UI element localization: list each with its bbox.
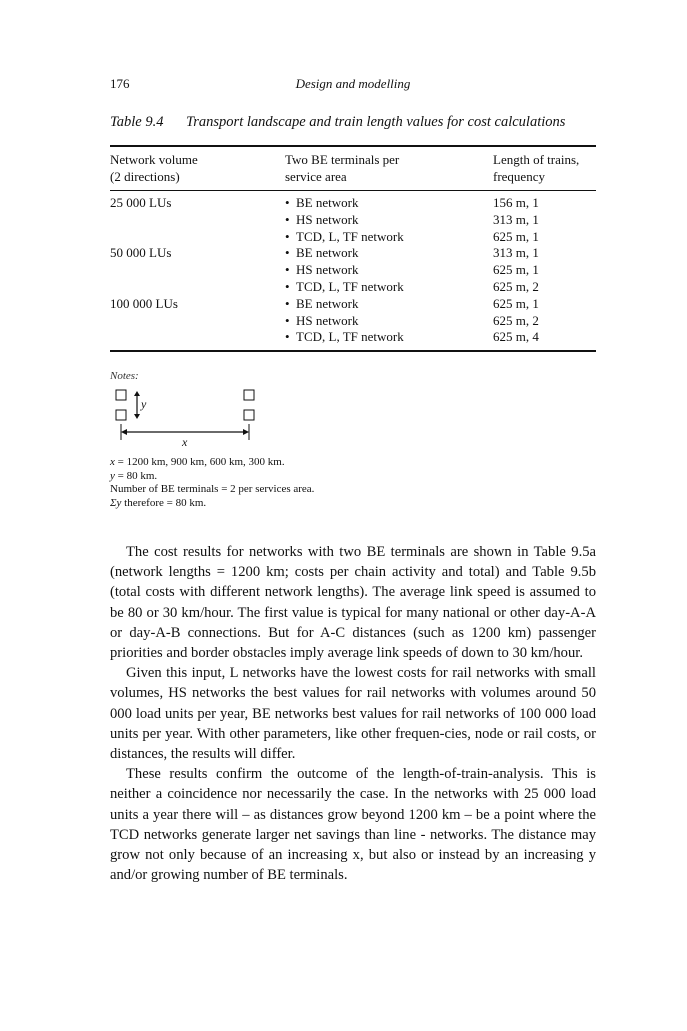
paragraph: Given this input, L networks have the lowest costs for rail networks with small volumes, HS networks the best values for rail networks with volumes around 50 000 load units per year, BE networks best values for rail networks of 100 000 load units per year. With other parameters, like other frequen-cies, node or rail costs, or distances, the results will differ.: [110, 665, 596, 763]
arrow-left-icon: [121, 429, 127, 435]
arrow-down-icon: [134, 414, 140, 419]
table-top-rule: [110, 145, 596, 147]
table-header-rule: [110, 190, 596, 191]
note-line: Σy therefore = 80 km.: [110, 496, 207, 509]
table-cell-length: 313 m, 1 625 m, 1 625 m, 2: [493, 245, 539, 294]
arrow-right-icon: [243, 429, 249, 435]
table-cell-volume: 100 000 LUs: [110, 295, 178, 311]
page-number: 176: [110, 76, 130, 91]
table-header-cell: Two BE terminals per service area: [285, 152, 400, 184]
terminal-box-icon: [244, 390, 254, 400]
table-cell-length: 156 m, 1 313 m, 1 625 m, 1: [493, 195, 539, 244]
notes-label: Notes:: [110, 370, 139, 382]
y-label: y: [141, 397, 147, 411]
arrow-up-icon: [134, 391, 140, 396]
table-caption: [110, 114, 596, 131]
table-header-cell: Length of trains, frequency: [493, 152, 580, 184]
table-caption-text: Transport landscape and train length values for cost calculations: [186, 114, 566, 130]
table-caption-label: Table 9.4: [110, 114, 164, 130]
table-header-cell: Network volume (2 directions): [110, 152, 198, 184]
table-cell-volume: 25 000 LUs: [110, 195, 172, 210]
note-line: x = 1200 km, 900 km, 600 km, 300 km.: [110, 456, 285, 468]
table-bottom-rule: [110, 350, 596, 352]
table-cell-volume: 50 000 LUs: [110, 245, 172, 261]
terminal-distance-diagram: [108, 384, 268, 450]
note-line: Number of BE terminals = 2 per services area.: [110, 483, 315, 495]
note-line: y = 80 km.: [110, 469, 158, 482]
table-cell-network: • BE network • HS network • TCD, L, TF network: [285, 245, 404, 294]
terminal-box-icon: [116, 410, 126, 420]
paragraph: The cost results for networks with two BE terminals are shown in Table 9.5a (network lengths = 1200 km; costs per chain activity and total) and Table 9.5b (total costs with different network lengths). The average link speed is assumed to be 80 or 30 km/hour. The first value is typical for many national or other day-A-A or day-A-B connections. But for A-C distances (such as 1200 km) passenger priorities and border obstacles imply average link speeds of down to 30 km/hour.: [110, 544, 596, 662]
terminal-box-icon: [116, 390, 126, 400]
terminal-box-icon: [244, 410, 254, 420]
running-title: Design and modelling: [295, 76, 411, 91]
running-head: [110, 76, 596, 94]
table-cell-network: • BE network • HS network • TCD, L, TF network: [285, 195, 404, 244]
body-text: [110, 542, 596, 885]
x-label: x: [182, 435, 188, 449]
paragraph: These results confirm the outcome of the length-of-train-analysis. This is neither a coincidence nor necessarily the case. In the networks with 25 000 load units a year there will – as distances grow beyond 1200 km – be a point where the TCD networks generate larger net savings than line - networks. The distance may grow not only because of an increasing x, but also or instead by an increasing y and/or growing number of BE terminals.: [110, 766, 596, 884]
table-cell-length: 625 m, 1 625 m, 2 625 m, 4: [493, 295, 539, 345]
table-cell-network: • BE network • HS network • TCD, L, TF network: [285, 295, 404, 345]
